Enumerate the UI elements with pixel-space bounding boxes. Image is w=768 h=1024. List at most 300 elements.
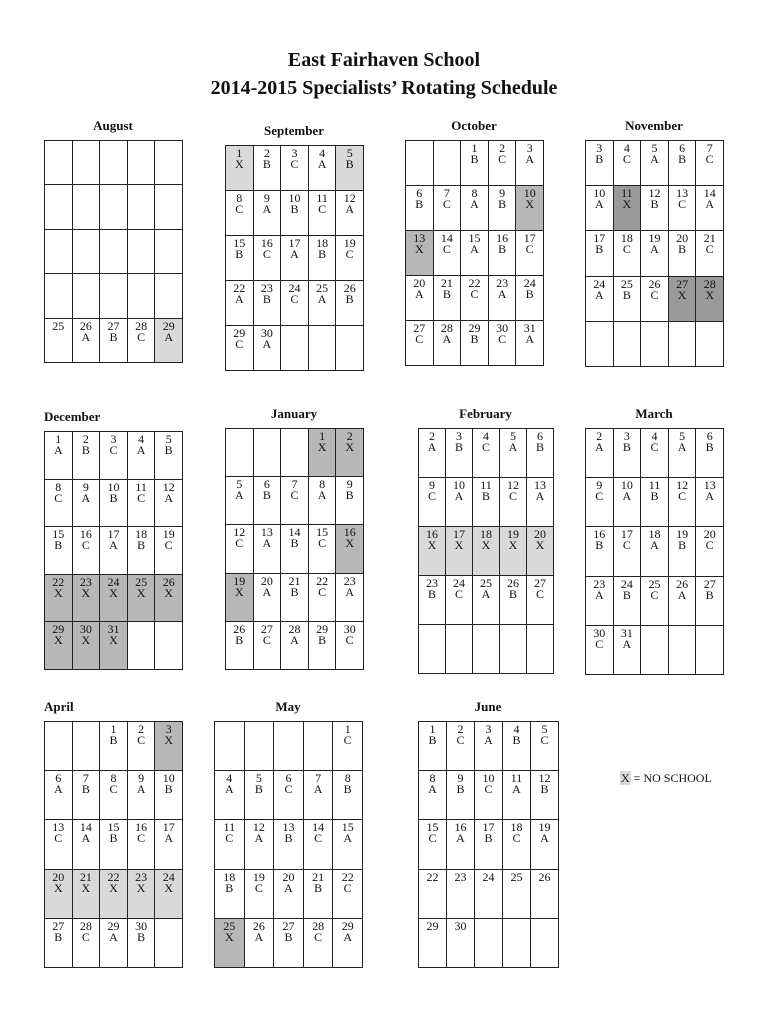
- rotation-letter: C: [512, 831, 521, 846]
- day-cell-28: [433, 320, 462, 366]
- rotation-letter: C: [498, 152, 507, 166]
- day-number: 27: [534, 576, 546, 590]
- day-cell-30: [488, 320, 517, 366]
- day-number: 11: [135, 479, 147, 494]
- rotation-letter: C: [442, 242, 451, 256]
- rotation-letter: X: [345, 536, 355, 551]
- rotation-letter: B: [137, 929, 146, 944]
- empty-cell: [154, 184, 183, 229]
- empty-cell: [695, 625, 724, 675]
- day-cell-10: [515, 185, 544, 231]
- rotation-letter: B: [290, 536, 299, 551]
- empty-cell: [154, 140, 183, 185]
- month-december: [44, 409, 182, 669]
- empty-cell: [668, 625, 697, 675]
- empty-cell: [44, 184, 73, 229]
- day-cell-3: [585, 140, 614, 186]
- empty-cell: [72, 229, 101, 274]
- day-cell-5: [530, 721, 559, 771]
- day-cell-21: [695, 230, 724, 276]
- rotation-letter: C: [235, 337, 244, 351]
- day-cell-29: [44, 621, 73, 670]
- day-cell-30: [253, 325, 282, 371]
- day-number: 27: [413, 321, 426, 335]
- day-cell-11: [308, 190, 337, 236]
- rotation-letter: C: [498, 332, 507, 346]
- day-cell-26: [668, 576, 697, 626]
- day-number: 23: [496, 276, 509, 290]
- day-cell-2: [446, 721, 475, 771]
- day-number: 31: [523, 321, 536, 335]
- rotation-letter: A: [262, 584, 272, 599]
- rotation-letter: B: [81, 782, 90, 797]
- day-cell-12: [640, 185, 669, 231]
- rotation-letter: A: [81, 831, 91, 846]
- day-number: 16: [496, 231, 509, 245]
- empty-cell: [445, 624, 473, 674]
- day-cell-29: [332, 918, 363, 968]
- day-cell-22: [99, 869, 128, 919]
- day-number: 4: [623, 141, 630, 155]
- rotation-letter: B: [415, 197, 424, 211]
- day-number: 1: [236, 146, 243, 160]
- day-number: 17: [453, 527, 465, 541]
- rotation-letter: B: [705, 440, 714, 454]
- day-number: 12: [343, 191, 356, 205]
- rotation-letter: C: [137, 733, 146, 747]
- day-number: 24: [482, 869, 495, 884]
- day-number: 18: [620, 231, 633, 246]
- empty-cell: [502, 918, 531, 968]
- rotation-letter: C: [290, 157, 299, 171]
- day-number: 26: [162, 574, 175, 589]
- day-number: 14: [79, 820, 92, 835]
- rotation-letter: A: [343, 929, 353, 944]
- rotation-letter: B: [343, 782, 352, 797]
- day-cell-18: [214, 869, 245, 919]
- day-number: 17: [107, 527, 120, 542]
- rotation-letter: B: [456, 782, 465, 797]
- day-number: 16: [343, 525, 356, 540]
- day-number: 12: [162, 479, 175, 494]
- day-number: 10: [593, 186, 606, 201]
- legend-text: = NO SCHOOL: [630, 771, 712, 785]
- rotation-letter: A: [512, 782, 521, 797]
- empty-cell: [72, 184, 101, 229]
- day-number: 25: [510, 869, 523, 884]
- rotation-letter: B: [470, 152, 479, 166]
- rotation-letter: X: [622, 197, 632, 212]
- month-february: [418, 406, 553, 673]
- rotation-letter: C: [540, 733, 549, 747]
- rotation-letter: B: [454, 440, 463, 454]
- rotation-letter: C: [427, 489, 436, 503]
- day-number: 1: [110, 722, 117, 736]
- day-cell-7: [695, 140, 724, 186]
- day-number: 24: [593, 276, 606, 291]
- day-number: 23: [454, 869, 467, 884]
- day-cell-8: [308, 476, 337, 525]
- month-name: January: [270, 406, 318, 421]
- rotation-letter: A: [454, 489, 464, 503]
- day-number: 26: [507, 576, 519, 590]
- rotation-letter: C: [54, 490, 63, 505]
- day-cell-22: [44, 574, 73, 623]
- month-november: [585, 118, 723, 366]
- rotation-letter: A: [284, 880, 293, 895]
- day-number: 25: [316, 281, 329, 295]
- day-cell-31: [613, 625, 642, 675]
- day-cell-18: [640, 526, 669, 576]
- day-cell-24: [445, 575, 473, 625]
- day-cell-23: [418, 575, 446, 625]
- rotation-letter: B: [318, 247, 327, 261]
- rotation-letter: C: [705, 242, 714, 257]
- day-number: 25: [648, 576, 661, 591]
- empty-cell: [280, 325, 309, 371]
- rotation-letter: A: [136, 782, 146, 797]
- day-cell-15: [99, 819, 128, 869]
- day-number: 17: [620, 527, 633, 542]
- day-cell-3: [474, 721, 503, 771]
- empty-cell: [44, 721, 73, 771]
- day-cell-25: [640, 576, 669, 626]
- day-cell-12: [154, 479, 183, 528]
- rotation-letter: A: [109, 538, 118, 553]
- rotation-letter: X: [53, 633, 63, 648]
- day-cell-5: [668, 428, 697, 478]
- day-cell-6: [273, 770, 304, 820]
- day-number: 1: [344, 722, 351, 736]
- day-number: 30: [593, 625, 606, 640]
- day-cell-28: [72, 918, 101, 968]
- day-cell-20: [44, 869, 73, 919]
- rotation-letter: A: [254, 831, 264, 846]
- month-october: [405, 118, 543, 365]
- rotation-letter: X: [81, 585, 91, 600]
- rotation-letter: C: [318, 584, 327, 599]
- rotation-letter: A: [705, 489, 715, 504]
- day-number: 7: [291, 477, 298, 492]
- rotation-letter: B: [284, 929, 293, 944]
- rotation-letter: B: [345, 157, 354, 171]
- day-cell-27: [695, 576, 724, 626]
- day-number: 4: [513, 722, 520, 736]
- rotation-letter: X: [224, 929, 234, 944]
- day-cell-26: [72, 318, 101, 363]
- day-cell-8: [99, 770, 128, 820]
- rotation-letter: C: [235, 536, 244, 551]
- day-number: 16: [426, 527, 438, 541]
- day-number: 5: [236, 477, 243, 492]
- rotation-letter: X: [414, 242, 424, 256]
- empty-cell: [253, 428, 282, 477]
- day-cell-25: [502, 869, 531, 919]
- rotation-letter: B: [622, 440, 631, 454]
- day-cell-27: [668, 276, 697, 322]
- day-number: 18: [480, 527, 492, 541]
- day-cell-25: [613, 276, 642, 322]
- day-number: 29: [341, 918, 354, 933]
- day-number: 8: [236, 191, 243, 205]
- day-cell-2: [418, 428, 446, 478]
- day-cell-10: [445, 477, 473, 527]
- day-number: 13: [703, 478, 716, 493]
- empty-cell: [225, 428, 254, 477]
- rotation-letter: B: [442, 287, 451, 301]
- empty-cell: [214, 721, 245, 771]
- day-cell-12: [668, 477, 697, 527]
- rotation-letter: C: [235, 202, 244, 216]
- day-cell-13: [526, 477, 554, 527]
- day-cell-11: [640, 477, 669, 527]
- day-number: 27: [676, 276, 689, 291]
- rotation-letter: A: [456, 831, 465, 846]
- rotation-letter: X: [53, 880, 63, 895]
- rotation-letter: X: [234, 584, 244, 599]
- rotation-letter: C: [225, 831, 234, 846]
- rotation-letter: C: [595, 489, 604, 504]
- rotation-letter: B: [290, 584, 299, 599]
- day-number: 3: [623, 429, 630, 443]
- day-number: 2: [138, 722, 145, 736]
- rotation-letter: C: [456, 733, 465, 747]
- day-cell-12: [530, 770, 559, 820]
- day-cell-25: [44, 318, 73, 363]
- day-number: 19: [252, 869, 265, 884]
- day-cell-24: [280, 280, 309, 326]
- empty-cell: [154, 918, 183, 968]
- rotation-letter: C: [508, 489, 517, 503]
- rotation-letter: X: [136, 585, 146, 600]
- day-cell-14: [433, 230, 462, 276]
- day-cell-13: [253, 524, 282, 573]
- rotation-letter: B: [508, 587, 517, 601]
- day-cell-15: [460, 230, 489, 276]
- empty-cell: [695, 321, 724, 367]
- rotation-letter: B: [262, 292, 271, 306]
- day-cell-9: [253, 190, 282, 236]
- day-number: 11: [316, 191, 328, 205]
- day-cell-2: [253, 145, 282, 191]
- rotation-letter: A: [705, 197, 715, 212]
- day-cell-26: [335, 280, 364, 326]
- day-cell-17: [154, 819, 183, 869]
- day-cell-11: [127, 479, 156, 528]
- day-number: 14: [703, 186, 716, 201]
- day-number: 23: [593, 576, 606, 591]
- day-cell-30: [127, 918, 156, 968]
- rotation-letter: C: [470, 287, 479, 301]
- day-number: 30: [260, 326, 273, 340]
- day-number: 2: [457, 722, 464, 736]
- day-number: 3: [526, 141, 533, 155]
- day-cell-13: [273, 819, 304, 869]
- day-cell-2: [127, 721, 156, 771]
- rotation-letter: X: [677, 287, 687, 302]
- month-name: February: [459, 406, 512, 421]
- rotation-letter: A: [345, 584, 355, 599]
- day-number: 14: [288, 525, 301, 540]
- rotation-letter: B: [254, 782, 263, 797]
- rotation-letter: B: [705, 587, 714, 602]
- rotation-letter: B: [595, 538, 604, 553]
- empty-cell: [405, 140, 434, 186]
- empty-cell: [72, 721, 101, 771]
- day-cell-10: [99, 479, 128, 528]
- day-cell-8: [225, 190, 254, 236]
- day-number: 24: [288, 281, 301, 295]
- rotation-letter: C: [428, 831, 437, 846]
- rotation-letter: A: [497, 287, 507, 301]
- day-cell-21: [303, 869, 334, 919]
- day-cell-10: [474, 770, 503, 820]
- day-number: 17: [288, 236, 301, 250]
- day-cell-9: [335, 476, 364, 525]
- day-number: 12: [676, 478, 689, 493]
- rotation-letter: A: [53, 443, 63, 457]
- day-cell-3: [99, 431, 128, 480]
- day-number: 7: [706, 141, 713, 155]
- day-number: 4: [483, 429, 489, 443]
- rotation-letter: A: [224, 782, 234, 797]
- day-cell-23: [253, 280, 282, 326]
- day-cell-16: [488, 230, 517, 276]
- empty-cell: [44, 229, 73, 274]
- day-cell-16: [585, 526, 614, 576]
- month-april: [44, 699, 182, 967]
- empty-cell: [127, 184, 156, 229]
- day-number: 26: [79, 318, 92, 333]
- day-cell-23: [335, 573, 364, 622]
- day-number: 28: [79, 918, 92, 933]
- day-number: 6: [679, 141, 686, 155]
- day-number: 10: [482, 771, 495, 786]
- day-cell-23: [446, 869, 475, 919]
- day-cell-5: [335, 145, 364, 191]
- day-number: 25: [480, 576, 492, 590]
- rotation-letter: C: [262, 247, 271, 261]
- day-number: 11: [648, 478, 661, 493]
- empty-cell: [244, 721, 275, 771]
- rotation-letter: C: [650, 287, 659, 302]
- day-cell-18: [472, 526, 500, 576]
- day-number: 29: [426, 918, 439, 933]
- day-number: 17: [523, 231, 536, 245]
- rotation-letter: A: [484, 733, 493, 747]
- rotation-letter: B: [235, 632, 244, 647]
- day-number: 18: [316, 236, 329, 250]
- day-number: 29: [52, 622, 65, 637]
- day-cell-20: [668, 230, 697, 276]
- day-cell-30: [446, 918, 475, 968]
- rotation-letter: C: [54, 831, 63, 846]
- day-number: 6: [706, 429, 713, 443]
- rotation-letter: B: [678, 242, 687, 257]
- rotation-letter: A: [594, 197, 604, 212]
- day-number: 30: [496, 321, 509, 335]
- day-number: 11: [223, 820, 236, 835]
- day-cell-7: [433, 185, 462, 231]
- day-number: 6: [285, 771, 292, 786]
- day-number: 5: [346, 146, 353, 160]
- day-number: 6: [416, 186, 423, 200]
- day-number: 16: [79, 527, 92, 542]
- rotation-letter: X: [81, 880, 91, 895]
- day-number: 28: [135, 318, 148, 333]
- rotation-letter: C: [343, 880, 352, 895]
- day-cell-28: [695, 276, 724, 322]
- day-cell-4: [502, 721, 531, 771]
- day-number: 19: [648, 231, 661, 246]
- rotation-letter: A: [677, 587, 687, 602]
- day-cell-5: [154, 431, 183, 480]
- day-cell-12: [225, 524, 254, 573]
- day-cell-14: [303, 819, 334, 869]
- day-number: 15: [233, 236, 246, 250]
- day-number: 22: [316, 573, 329, 588]
- day-cell-27: [44, 918, 73, 968]
- day-number: 23: [79, 574, 92, 589]
- day-cell-27: [99, 318, 128, 363]
- rotation-letter: C: [81, 538, 90, 553]
- day-number: 18: [510, 820, 523, 835]
- day-number: 23: [426, 576, 438, 590]
- rotation-letter: B: [622, 287, 631, 302]
- day-cell-1: [332, 721, 363, 771]
- month-name: September: [264, 123, 324, 138]
- day-cell-29: [460, 320, 489, 366]
- rotation-letter: A: [481, 587, 491, 601]
- rotation-letter: B: [81, 443, 90, 457]
- day-number: 21: [703, 231, 716, 246]
- day-number: 20: [260, 573, 273, 588]
- day-cell-20: [405, 275, 434, 321]
- rotation-letter: X: [481, 538, 491, 552]
- empty-cell: [499, 624, 527, 674]
- day-cell-16: [72, 526, 101, 575]
- rotation-letter: C: [525, 242, 534, 256]
- day-number: 13: [282, 820, 295, 835]
- month-may: [214, 699, 362, 967]
- day-cell-21: [72, 869, 101, 919]
- day-cell-27: [405, 320, 434, 366]
- day-number: 16: [454, 820, 467, 835]
- day-cell-27: [253, 621, 282, 670]
- empty-cell: [526, 624, 554, 674]
- day-cell-1: [308, 428, 337, 477]
- day-number: 21: [79, 869, 92, 884]
- day-cell-7: [280, 476, 309, 525]
- empty-cell: [44, 140, 73, 185]
- day-cell-28: [280, 621, 309, 670]
- day-number: 29: [233, 326, 246, 340]
- rotation-letter: B: [678, 152, 687, 166]
- month-name: August: [93, 118, 133, 133]
- day-cell-22: [308, 573, 337, 622]
- day-number: 9: [346, 477, 353, 492]
- rotation-letter: A: [317, 292, 327, 306]
- empty-cell: [99, 273, 128, 318]
- day-number: 31: [620, 625, 633, 640]
- rotation-letter: C: [284, 782, 293, 797]
- day-number: 2: [263, 146, 270, 160]
- empty-cell: [474, 918, 503, 968]
- day-cell-5: [244, 770, 275, 820]
- rotation-letter: B: [525, 287, 534, 301]
- rotation-letter: B: [427, 587, 436, 601]
- rotation-letter: B: [54, 929, 63, 944]
